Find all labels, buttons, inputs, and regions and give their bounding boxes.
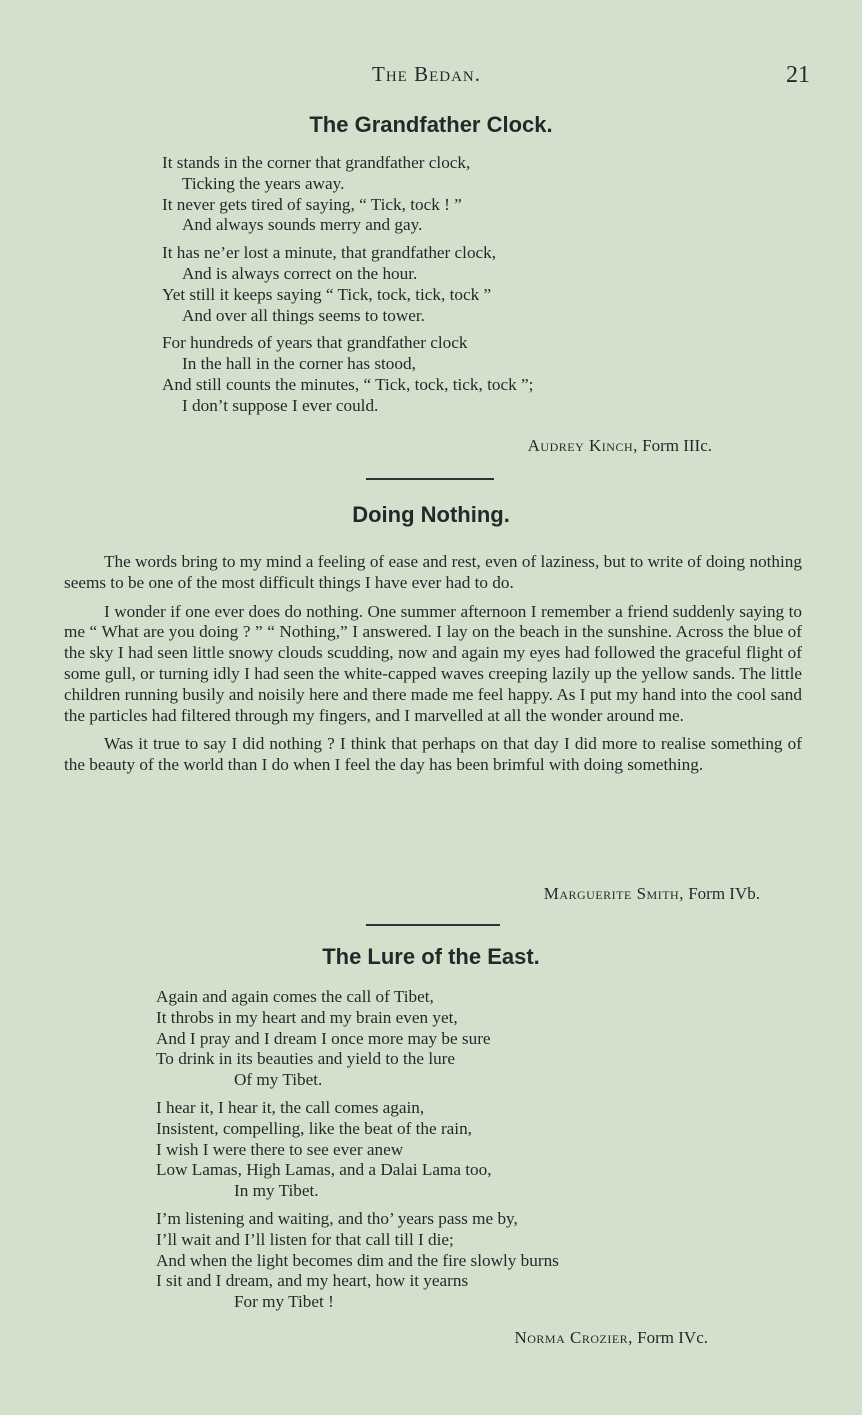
author-form: Form IIIc.	[642, 436, 712, 455]
poem-line: For hundreds of years that grandfather clock	[162, 333, 468, 353]
poem-line: It throbs in my heart and my brain even yet,	[156, 1007, 458, 1027]
poem-line: To drink in its beauties and yield to the lure	[156, 1049, 456, 1069]
paragraph: Was it true to say I did nothing ? I think that perhaps on that day I did more to realise something of the beauty of the world than I do when I feel the day has been brimful with doing something.	[64, 734, 802, 775]
poem-line: And still counts the minutes, “ Tick, tock, tick, tock ”;	[162, 374, 534, 394]
author-name: Marguerite Smith,	[543, 884, 684, 903]
page-header	[0, 62, 862, 92]
author-name: Norma Crozier,	[514, 1328, 633, 1347]
stanza	[162, 333, 533, 416]
stanza	[156, 1209, 559, 1313]
author-form: Form IVb.	[688, 884, 760, 903]
stanza	[156, 1098, 559, 1202]
poem-line: It has ne’er lost a minute, that grandfather clock,	[162, 243, 497, 263]
poem-line: It stands in the corner that grandfather clock,	[162, 153, 471, 172]
article-title-grandfather-clock: The Grandfather Clock.	[309, 112, 553, 137]
poem-line: Again and again comes the call of Tibet,	[156, 987, 434, 1006]
poem-line: Yet still it keeps saying “ Tick, tock, tick, tock ”	[162, 284, 492, 304]
poem-line: I hear it, I hear it, the call comes again,	[156, 1097, 425, 1117]
stanza	[162, 243, 533, 326]
poem-line: I sit and I dream, and my heart, how it yearns	[156, 1271, 469, 1291]
poem-line: In the hall in the corner has stood,	[182, 354, 416, 374]
author-form: Form IVc.	[637, 1328, 708, 1347]
poem-line: I’m listening and waiting, and tho’ years pass me by,	[156, 1208, 518, 1228]
page-number: 21	[786, 62, 810, 88]
poem-line: Low Lamas, High Lamas, and a Dalai Lama too,	[156, 1160, 492, 1180]
poem-line: And over all things seems to tower.	[182, 305, 425, 325]
essay-doing-nothing	[64, 552, 802, 784]
paragraph: The words bring to my mind a feeling of ease and rest, even of laziness, but to write of doing nothing seems to be one of the most difficult things I have ever had to do.	[64, 552, 802, 592]
poem-line: And is always correct on the hour.	[182, 263, 418, 283]
divider-rule	[366, 924, 500, 926]
author-name: Audrey Kinch,	[527, 436, 638, 455]
divider-rule	[366, 478, 494, 480]
paragraph: I wonder if one ever does do nothing. One summer afternoon I remember a friend suddenly saying to me “ What are you doing ? ” “ Nothing,” I answered. I lay on the beach in the sunshine. Across the blue of the sky I had seen little snowy clouds scudding, now and again my eyes had followed the graceful flight of some gull, or turning idly I had seen the white-capped waves creeping lazily up the yellow sands. The little children running busily and noisily here and there made me feel happy. As I put my hand into the cool sand the particles had filtered through my fingers, and I marvelled at all the wonder around me.	[64, 601, 802, 725]
poem-line: I wish I were there to see ever anew	[156, 1139, 404, 1159]
poem-line: It never gets tired of saying, “ Tick, tock ! ”	[162, 194, 462, 214]
running-head: The Bedan.	[372, 62, 481, 86]
byline	[514, 1328, 708, 1348]
article-title-lure-of-the-east: The Lure of the East.	[322, 944, 540, 969]
poem-lure-of-the-east	[156, 987, 559, 1320]
poem-grandfather-clock	[162, 153, 533, 424]
poem-line: I’ll wait and I’ll listen for that call till I die;	[156, 1229, 454, 1249]
poem-line: Insistent, compelling, like the beat of the rain,	[156, 1118, 472, 1138]
poem-line: I don’t suppose I ever could.	[182, 395, 379, 415]
poem-line: And when the light becomes dim and the fire slowly burns	[156, 1250, 559, 1270]
poem-line: Ticking the years away.	[182, 173, 345, 193]
poem-line: And I pray and I dream I once more may be sure	[156, 1028, 491, 1048]
stanza	[162, 153, 533, 236]
poem-line: In my Tibet.	[234, 1181, 319, 1201]
poem-line: For my Tibet !	[234, 1292, 334, 1312]
poem-line: Of my Tibet.	[234, 1070, 323, 1090]
poem-line: And always sounds merry and gay.	[182, 215, 423, 235]
stanza	[156, 987, 559, 1091]
byline	[528, 436, 712, 456]
byline	[544, 884, 760, 904]
article-title-doing-nothing: Doing Nothing.	[352, 502, 510, 527]
